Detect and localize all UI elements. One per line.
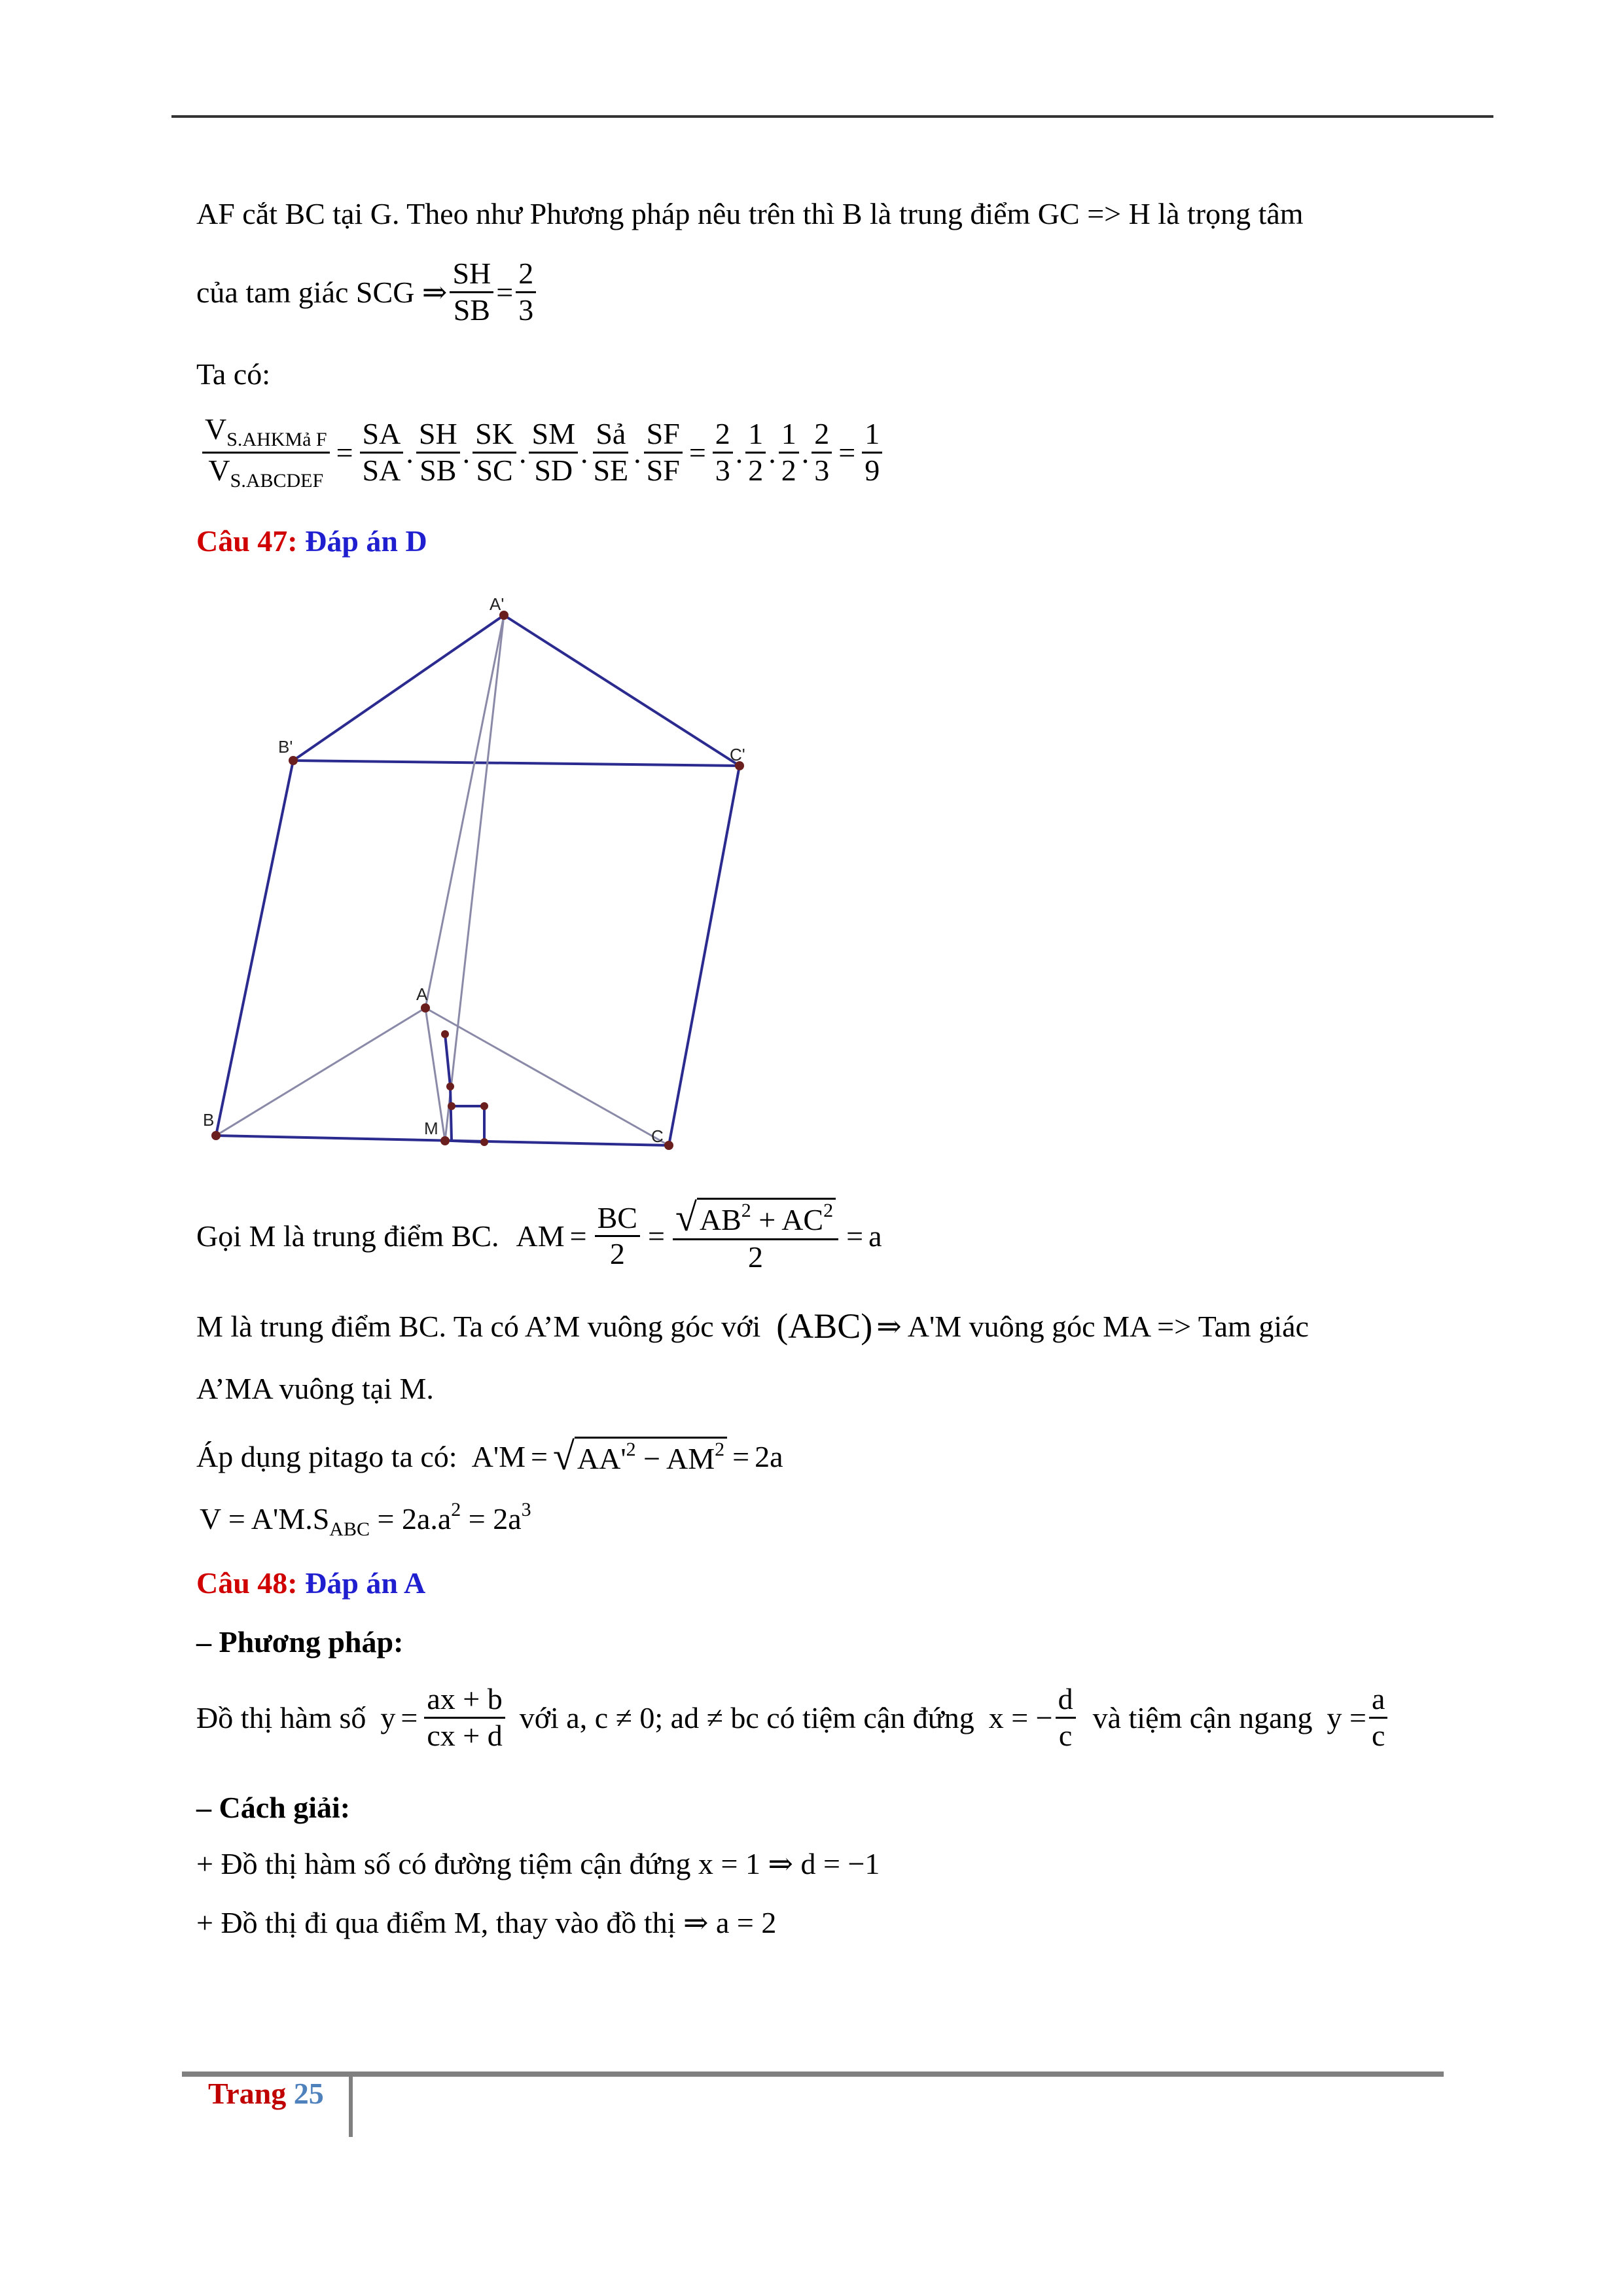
edge-ctop-c: [669, 766, 740, 1145]
pp-fden: cx + d: [427, 1718, 503, 1752]
pp-text: Đồ thị hàm số y = $\frac{ax + b}{cx + d}$ với a, c ≠ 0; ad ≠ bc có tiệm cận đứng x = − $\frac{d}{c}$ và tiệm cận ngang y = $\frac{a}{c}$: [196, 1682, 1390, 1753]
goim-two-b: 2: [748, 1240, 764, 1274]
para1-line2-text: của tam giác SCG ⇒: [196, 276, 448, 310]
goim-line: Gọi M là trung điểm BC. AM = $\frac{BC}{2}$ = √ $AB^2 + AC^2$ 2 = a: [196, 1196, 882, 1274]
point-h1: [441, 1030, 449, 1038]
num-frac-3-num: 2: [812, 417, 832, 454]
edge-a-c: [425, 1008, 669, 1145]
vol-sq: 2: [451, 1499, 461, 1520]
lhs-num-sub: S.AHKMả F: [226, 429, 327, 450]
point-h2: [446, 1083, 454, 1090]
footer-label: Trang: [208, 2077, 287, 2110]
goim-sqrt-frac: √ $AB^2 + AC^2$ 2: [673, 1198, 838, 1275]
ratio-num: SH: [450, 257, 493, 293]
pp-dc: [1056, 1682, 1076, 1753]
point-m: [440, 1136, 450, 1145]
point-b-top: [289, 756, 298, 765]
num-frac-0-num: 2: [713, 417, 733, 454]
lhs-num-v: V: [205, 412, 227, 446]
label-c-top: C': [730, 745, 745, 764]
label-m: M: [424, 1119, 438, 1138]
ratio-frac-4-den: SE: [593, 453, 629, 487]
q48-number: Câu 48:: [196, 1566, 298, 1600]
pitago-res: 2a: [755, 1439, 783, 1473]
volume-formula: $\frac{V_{S.AHKMả F}}{V_{S.ABCDEF}}$ = $\frac{SA}{SA}$ . $\frac{SH}{SB}$ . $\frac{SK}{SC}$ . $\frac{SM}{SD}$ . $\frac{\text{Sả}}{SE}$ . $\frac{SF}{SF}$ = $\frac{2}{3}$ . $\frac{1}{2}$ . $\frac{1}{2}$ . $\frac{2}{3}$ = $\frac{1}{9}$: [200, 412, 885, 492]
pitago-aa: AA': [577, 1442, 626, 1475]
edge-atop-ctop: [504, 615, 740, 766]
pp-ac: [1369, 1682, 1387, 1753]
point-a: [421, 1003, 430, 1013]
ratio-frac-1-num: SH: [416, 417, 460, 454]
taco-label: Ta có:: [196, 357, 271, 391]
m-line1: [196, 1306, 1309, 1346]
pp-a2: a: [1369, 1682, 1387, 1719]
pp-a: Đồ thị hàm số: [196, 1700, 366, 1734]
vol-res: 2a: [493, 1502, 522, 1535]
ratio-frac-2-den: SC: [476, 453, 513, 487]
pp-cond: với a, c ≠ 0; ad ≠ bc có tiệm cận đứng: [519, 1700, 974, 1734]
label-b: B: [203, 1110, 215, 1130]
m-line1-a: M là trung điểm BC. Ta có A’M vuông góc với: [196, 1309, 761, 1343]
goim-sq2: 2: [823, 1200, 834, 1221]
pitago-am: AM: [666, 1442, 715, 1475]
m-line1-abc: (ABC): [776, 1306, 873, 1346]
dot-sep: .: [801, 435, 810, 469]
ratio-val-num: 2: [516, 257, 536, 293]
pitago-sq2: 2: [715, 1439, 725, 1460]
goim-bc-frac: [595, 1201, 640, 1272]
q47-number: Câu 47:: [196, 524, 298, 558]
pp-d: d: [1056, 1682, 1076, 1719]
vol-sub: ABC: [329, 1518, 370, 1540]
edge-atop-btop: [293, 615, 504, 761]
goim-am: AM: [516, 1219, 565, 1253]
pitago-line: Áp dụng pitago ta có: A'M = √ $AA'^2 - AM^2$ = 2a: [196, 1435, 783, 1478]
ratio-frac-5-den: SF: [646, 453, 680, 487]
vol-cube: 3: [521, 1499, 531, 1520]
num-frac-2-den: 2: [781, 453, 796, 487]
q48-answer: Đáp án A: [305, 1566, 426, 1600]
ratio-val-den: 3: [518, 293, 534, 327]
point-h5: [480, 1138, 488, 1146]
ratio-frac-0-num: SA: [360, 417, 404, 454]
ratio-frac-3-den: SD: [534, 453, 573, 487]
m-line2: A’MA vuông tại M.: [196, 1372, 434, 1405]
pp-mid: và tiệm cận ngang: [1092, 1700, 1313, 1734]
pitago-text: Áp dụng pitago ta có:: [196, 1439, 457, 1473]
num-frac-0-den: 3: [715, 453, 730, 487]
dot-sep: .: [768, 435, 776, 469]
pp-y2: y =: [1327, 1700, 1366, 1734]
num-frac-2-num: 1: [779, 417, 799, 454]
point-b: [211, 1131, 221, 1140]
page-number: 25: [293, 2077, 324, 2110]
edge-atop-m: [445, 615, 504, 1141]
dot-sep: .: [462, 435, 471, 469]
pitago-lhs: A'M: [471, 1439, 526, 1473]
goim-bc: BC: [595, 1201, 640, 1238]
goim-sq1: 2: [741, 1200, 751, 1221]
cg-line1: + Đồ thị hàm số có đường tiệm cận đứng x = 1 ⇒ d = −1: [196, 1847, 880, 1880]
ratio-eq: =: [496, 275, 514, 309]
pitago-sq1: 2: [626, 1439, 636, 1460]
ratio-frac-2-num: SK: [473, 417, 516, 454]
dot-sep: .: [518, 435, 527, 469]
label-a-top: A': [490, 594, 505, 614]
edge-a-b: [216, 1008, 425, 1136]
edge-btop-ctop: [293, 761, 740, 766]
vol-line: $V = A'M.S_{ABC} = 2a.a^2 = 2a^3$: [200, 1499, 531, 1540]
pp-y: y: [380, 1700, 396, 1734]
pp-title: – Phương pháp:: [196, 1625, 404, 1659]
goim-two-a: 2: [609, 1237, 625, 1271]
pitago-sqrt: √ $AA'^2 - AM^2$: [553, 1437, 727, 1476]
pp-c: c: [1058, 1718, 1073, 1752]
vol-mid: 2a.a: [401, 1502, 452, 1535]
cg-line2: + Đồ thị đi qua điểm M, thay vào đồ thị ⇒ a = 2: [196, 1906, 777, 1939]
para1-line1: AF cắt BC tại G. Theo như Phương pháp nêu trên thì B là trung điểm GC => H là trọng tâm: [196, 197, 1304, 230]
footer-rule: [182, 2072, 1444, 2077]
q47-answer: Đáp án D: [305, 524, 427, 558]
dot-sep: .: [735, 435, 743, 469]
m-line1-b: ⇒ A'M vuông góc MA => Tam giác: [876, 1310, 1309, 1343]
edge-atop-a: [425, 615, 504, 1008]
label-c: C: [651, 1126, 664, 1146]
goim-text: Gọi M là trung điểm BC.: [196, 1219, 499, 1253]
ratio-frac-4-num: Sả: [593, 417, 628, 454]
pp-fnum: ax + b: [424, 1682, 505, 1719]
pp-c2: c: [1371, 1718, 1385, 1752]
num-frac-1-num: 1: [745, 417, 766, 454]
point-h4: [480, 1102, 488, 1110]
dot-sep: .: [633, 435, 641, 469]
q48-heading: [196, 1566, 425, 1600]
goim-a: a: [868, 1219, 882, 1253]
dot-sep: .: [580, 435, 588, 469]
num-frac-3-den: 3: [814, 453, 830, 487]
result-num: 1: [862, 417, 882, 454]
dot-sep: .: [406, 435, 414, 469]
point-c: [664, 1141, 673, 1150]
ratio-den: SB: [453, 293, 490, 327]
point-h3: [448, 1102, 455, 1110]
footer-divider: [349, 2072, 353, 2137]
pp-func: [424, 1682, 505, 1753]
edge-btop-b: [216, 761, 293, 1136]
vol-v: V: [200, 1502, 221, 1535]
label-a: A: [416, 984, 428, 1004]
lhs-den-v: V: [208, 453, 230, 487]
goim-ac: AC: [781, 1203, 824, 1236]
lhs-den-sub: S.ABCDEF: [230, 469, 324, 492]
pp-x: x = −: [988, 1700, 1053, 1734]
ratio-frac-3-num: SM: [529, 417, 577, 454]
cg-title: – Cách giải:: [196, 1791, 351, 1824]
label-b-top: B': [278, 737, 293, 757]
num-frac-1-den: 2: [748, 453, 764, 487]
ratio-frac-5-num: SF: [644, 417, 683, 454]
result-den: 9: [865, 453, 880, 487]
goim-ab: AB: [699, 1203, 741, 1236]
page-footer: [208, 2076, 324, 2111]
ratio-frac-0-den: SA: [362, 453, 401, 487]
vol-am: A'M.S: [251, 1502, 330, 1535]
ratio-frac-1-den: SB: [419, 453, 457, 487]
